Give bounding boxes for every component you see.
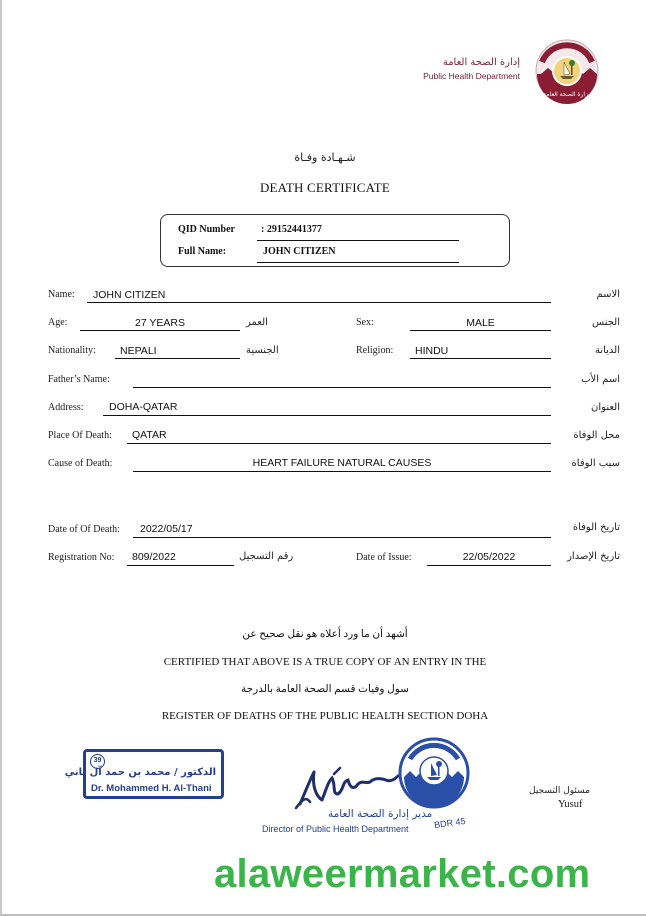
sex-label: Sex: (356, 317, 374, 328)
age-underline (80, 330, 240, 331)
certification-line2-arabic: سول وفيات قسم الصحة العامة بالدرجة (241, 684, 409, 695)
age-label-arabic: العمر (246, 317, 268, 328)
father-name-underline (133, 387, 551, 388)
date-of-issue-label: Date of Issue: (356, 552, 412, 563)
nationality-label: Nationality: (48, 345, 96, 356)
nationality-underline (115, 358, 240, 359)
date-of-issue-underline (427, 565, 551, 566)
id-info-box (160, 214, 510, 267)
cause-of-death-value: HEART FAILURE NATURAL CAUSES (252, 457, 432, 469)
cause-of-death-label-arabic: سبب الوفاة (571, 458, 620, 469)
place-of-death-label-arabic: محل الوفاة (573, 430, 620, 441)
qatar-health-emblem-icon (530, 38, 604, 104)
seal-code: BDR 45 (433, 815, 467, 831)
place-of-death-underline (127, 443, 551, 444)
cause-of-death-underline (133, 471, 551, 472)
certification-line1-english: CERTIFIED THAT ABOVE IS A TRUE COPY OF AN ENTRY IN THE (163, 656, 487, 668)
date-of-issue-value: 22/05/2022 (462, 551, 516, 563)
sex-underline (410, 330, 551, 331)
address-underline (103, 415, 551, 416)
cause-of-death-label: Cause of Death: (48, 458, 113, 469)
title-english: DEATH CERTIFICATE (259, 180, 391, 195)
name-underline (87, 302, 551, 303)
name-value: JOHN CITIZEN (93, 289, 166, 301)
registration-no-underline (127, 565, 234, 566)
director-title-english: Director of Public Health Department (262, 824, 409, 834)
registration-no-value: 809/2022 (132, 551, 176, 563)
stamp-name-arabic: الدكتور / محمد بن حمد آل ثاني (64, 767, 216, 778)
date-of-death-value: 2022/05/17 (140, 523, 193, 535)
watermark-text: alaweermarket.com (214, 852, 591, 896)
signature-icon (292, 760, 402, 812)
ministry-seal-icon (398, 737, 470, 809)
full-name-underline (257, 262, 459, 263)
address-label-arabic: العنوان (591, 402, 620, 413)
department-name-arabic: إدارة الصحة العامة (442, 57, 520, 68)
date-of-death-underline (133, 537, 551, 538)
director-title-arabic: مدير إدارة الصحة العامة (328, 808, 433, 820)
qid-underline (257, 240, 459, 241)
qid-label: QID Number (178, 224, 235, 235)
religion-label-arabic: الديانة (594, 345, 620, 356)
svg-text:وزارة الصحة العامة: وزارة الصحة العامة (543, 91, 591, 98)
father-name-label-arabic: اسم الأب (581, 374, 620, 385)
title-arabic: شـهـادة وفـاة (294, 151, 356, 164)
certification-line2-english: REGISTER OF DEATHS OF THE PUBLIC HEALTH SECTION DOHA (161, 710, 489, 722)
full-name-value: JOHN CITIZEN (263, 246, 336, 257)
sex-label-arabic: الجنس (591, 317, 620, 328)
sex-value: MALE (466, 317, 495, 329)
address-label: Address: (48, 402, 84, 413)
registrar-title-arabic: مسئول التسجيل (529, 786, 590, 796)
stamp-name-english: Dr. Mohammed H. Al-Thani (91, 783, 212, 794)
place-of-death-value: QATAR (132, 429, 167, 441)
registrar-name: Yusuf (558, 799, 583, 810)
qid-value: : 29152441377 (261, 224, 322, 235)
date-of-death-label-arabic: تاريخ الوفاة (572, 522, 620, 533)
address-value: DOHA-QATAR (109, 401, 178, 413)
name-label: Name: (48, 289, 75, 300)
nationality-value: NEPALI (120, 345, 157, 357)
religion-underline (410, 358, 551, 359)
age-value: 27 YEARS (134, 317, 185, 329)
full-name-label: Full Name: (178, 246, 227, 257)
father-name-label: Father’s Name: (48, 374, 110, 385)
age-label: Age: (48, 317, 68, 328)
registration-no-label-arabic: رقم التسجيل (239, 551, 294, 562)
date-of-death-label: Date of Of Death: (48, 524, 120, 535)
registration-no-label: Registration No: (48, 552, 115, 563)
doctor-name-stamp (64, 749, 224, 799)
religion-value: HINDU (415, 345, 449, 357)
place-of-death-label: Place Of Death: (48, 430, 112, 441)
certification-line1-arabic: أشهد أن ما ورد أعلاه هو نقل صحيح عن (242, 629, 408, 640)
department-name-english: Public Health Department (423, 71, 520, 81)
nationality-label-arabic: الجنسية (246, 345, 279, 356)
stamp-number: 39 (90, 754, 105, 769)
religion-label: Religion: (356, 345, 394, 356)
name-label-arabic: الاسم (596, 289, 620, 300)
date-of-issue-label-arabic: تاريخ الإصدار (567, 551, 620, 562)
